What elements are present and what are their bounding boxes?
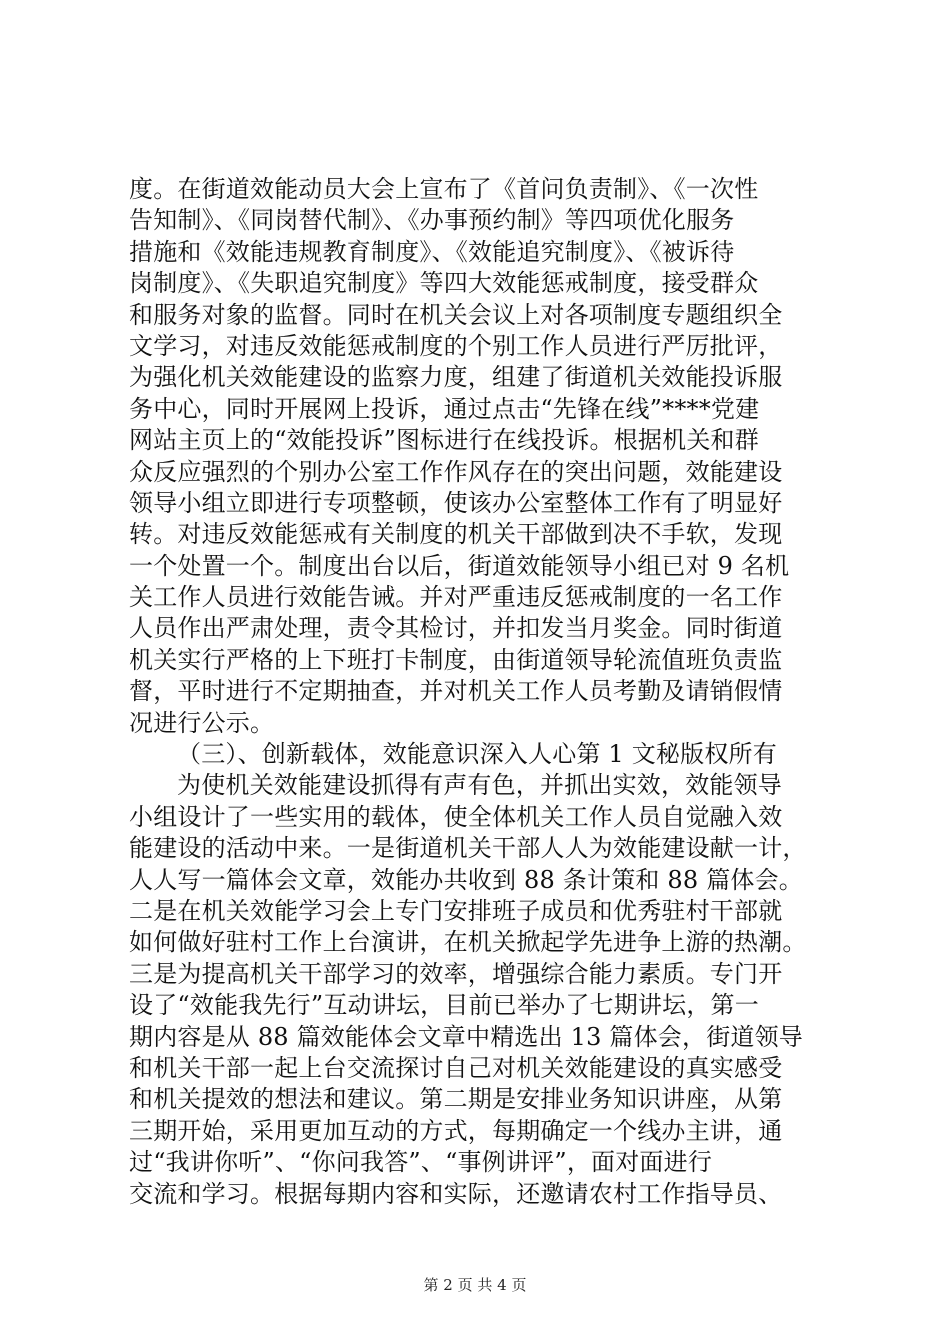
text-line: 设了“效能我先行”互动讲坛，目前已举办了七期讲坛，第一	[129, 991, 759, 1020]
text-line: （三）、创新载体，效能意识深入人心第 1 文秘版权所有	[177, 740, 777, 769]
text-line: 告知制》、《同岗替代制》、《办事预约制》等四项优化服务	[129, 206, 735, 235]
text-line: 督，平时进行不定期抽查，并对机关工作人员考勤及请销假情	[129, 677, 783, 706]
text-line: 三期开始，采用更加互动的方式，每期确定一个线办主讲，通	[129, 1116, 783, 1145]
text-line: 机关实行严格的上下班打卡制度，由街道领导轮流值班负责监	[129, 645, 783, 674]
text-line: 和机关提效的想法和建议。第二期是安排业务知识讲座，从第	[129, 1085, 783, 1114]
text-line: 二是在机关效能学习会上专门安排班子成员和优秀驻村干部就	[129, 896, 783, 925]
text-line: 岗制度》、《失职追究制度》等四大效能惩戒制度，接受群众	[129, 269, 759, 298]
text-line: 如何做好驻村工作上台演讲，在机关掀起学先进争上游的热潮。	[129, 928, 807, 957]
text-line: 小组设计了一些实用的载体，使全体机关工作人员自觉融入效	[129, 802, 783, 831]
page-footer: 第 2 页 共 4 页	[423, 1276, 527, 1294]
text-line: 务中心，同时开展网上投诉，通过点击“先锋在线”****党建	[129, 394, 760, 423]
text-line: 人员作出严肃处理，责令其检讨，并扣发当月奖金。同时街道	[129, 614, 783, 643]
text-line: 一个处置一个。制度出台以后，街道效能领导小组已对 9 名机	[129, 551, 790, 580]
text-line: 和机关干部一起上台交流探讨自己对机关效能建设的真实感受	[129, 1053, 783, 1082]
text-line: 为使机关效能建设抓得有声有色，并抓出实效，效能领导	[177, 771, 782, 800]
text-line: 期内容是从 88 篇效能体会文章中精选出 13 篇体会，街道领导	[129, 1022, 803, 1051]
text-line: 交流和学习。根据每期内容和实际，还邀请农村工作指导员、	[129, 1179, 783, 1208]
text-line: 领导小组立即进行专项整顿，使该办公室整体工作有了明显好	[129, 488, 783, 517]
text-line: 能建设的活动中来。一是街道机关干部人人为效能建设献一计，	[129, 834, 807, 863]
text-line: 况进行公示。	[129, 708, 275, 737]
text-line: 众反应强烈的个别办公室工作作风存在的突出问题，效能建设	[129, 457, 783, 486]
text-line: 度。在街道效能动员大会上宣布了《首问负责制》、《一次性	[129, 175, 759, 203]
text-line: 为强化机关效能建设的监察力度，组建了街道机关效能投诉服	[129, 363, 783, 392]
text-line: 文学习，对违反效能惩戒制度的个别工作人员进行严厉批评，	[129, 331, 783, 360]
text-line: 措施和《效能违规教育制度》、《效能追究制度》、《被诉待	[129, 237, 735, 266]
text-line: 和服务对象的监督。同时在机关会议上对各项制度专题组织全	[129, 300, 783, 329]
text-line: 转。对违反效能惩戒有关制度的机关干部做到决不手软，发现	[129, 520, 783, 549]
text-line: 网站主页上的“效能投诉”图标进行在线投诉。根据机关和群	[129, 426, 759, 455]
body-text	[129, 174, 829, 1210]
text-line: 关工作人员进行效能告诫。并对严重违反惩戒制度的一名工作	[129, 583, 783, 612]
text-line: 三是为提高机关干部学习的效率，增强综合能力素质。专门开	[129, 959, 783, 988]
text-line: 人人写一篇体会文章，效能办共收到 88 条计策和 88 篇体会。	[129, 865, 803, 894]
text-line: 过“我讲你听”、“你问我答”、“事例讲评”，面对面进行	[129, 1148, 713, 1177]
